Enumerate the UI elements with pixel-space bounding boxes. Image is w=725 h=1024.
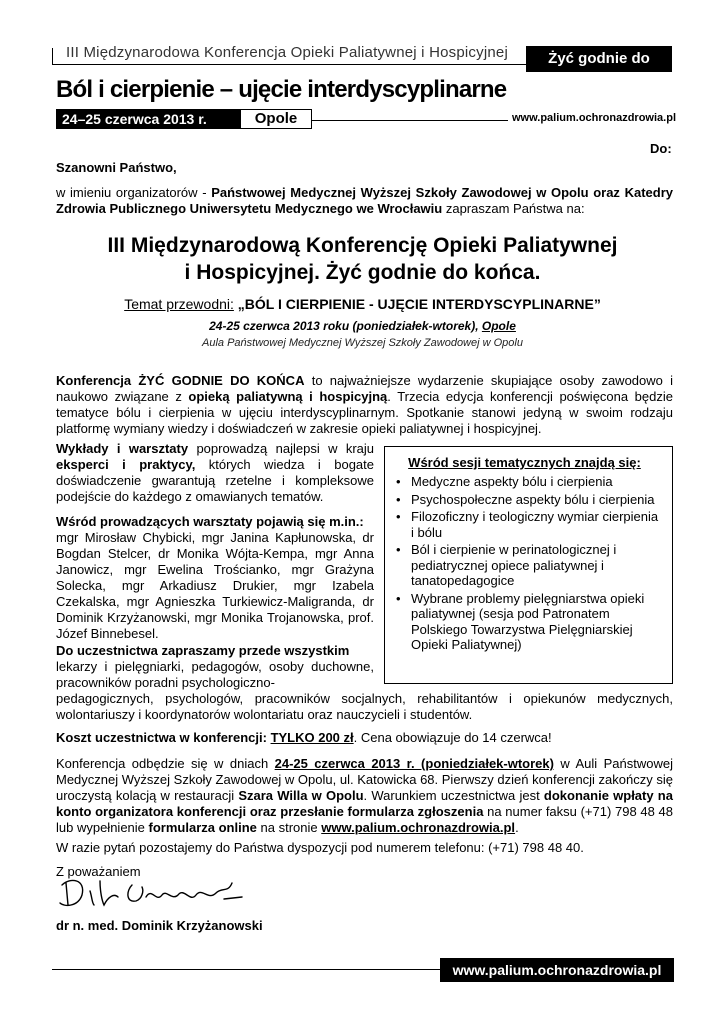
cost-suffix: . Cena obowiązuje do 14 czerwca! bbox=[353, 730, 552, 745]
brand-tag: Żyć godnie do końca bbox=[526, 46, 672, 72]
venue-line: Aula Państwowej Medycznej Wyższej Szkoły Zawodowej w Opolu bbox=[202, 337, 523, 349]
paragraph-instructors bbox=[56, 514, 374, 642]
sessions-box-title: Wśród sesji tematycznych znajdą się: bbox=[408, 455, 641, 470]
salutation: Szanowni Państwo, bbox=[56, 160, 177, 175]
header-left-tick bbox=[52, 48, 53, 65]
paragraph-audience-start bbox=[56, 643, 374, 691]
para5-b: w Auli Państwowej Medycznej Wyższej Szkoły Zawodowej w Opolu, ul. Katowicka 68. Pierwszy dzień konferencji zakończy się uroczystą kolacją w restauracji bbox=[56, 756, 673, 803]
signature-image bbox=[56, 873, 246, 913]
para1-a: to najważniejsze wydarzenie skupiające osoby zawodowo i naukowo związane z bbox=[56, 373, 673, 404]
theme-line bbox=[40, 296, 685, 312]
session-item: • Ból i cierpienie w perinatologicznej i pediatrycznej opiece paliatywnej i tanatopedagogice bbox=[387, 542, 662, 589]
para5-online: formularza online bbox=[148, 820, 257, 835]
para5-url[interactable]: www.palium.ochronazdrowia.pl bbox=[321, 820, 516, 835]
conference-title-line1: III Międzynarodową Konferencję Opieki Paliatywnej bbox=[107, 234, 618, 257]
paragraph-contact: W razie pytań pozostajemy do Państwa dyspozycji pod numerem telefonu: (+71) 798 48 40. bbox=[56, 840, 584, 855]
para5-a: Konferencja odbędzie się w dniach bbox=[56, 756, 269, 771]
header-top-rule bbox=[52, 64, 526, 65]
session-item: • Medyczne aspekty bólu i cierpienia bbox=[387, 474, 662, 490]
para5-restaurant: Szara Willa w Opolu bbox=[238, 788, 364, 803]
cost-label: Koszt uczestnictwa w konferencji: bbox=[56, 730, 267, 745]
footer-website[interactable]: www.palium.ochronazdrowia.pl bbox=[440, 958, 674, 982]
paragraph-details bbox=[56, 756, 673, 836]
theme-label: Temat przewodni: bbox=[124, 296, 234, 312]
session-item: • Filozoficzny i teologiczny wymiar cierpienia i bólu bbox=[387, 509, 662, 540]
intro-org: Państwowej Medycznej Wyższej Szkoły Zawodowej w Opolu oraz Katedry Zdrowia Publicznego Uniwersytetu Medycznego we Wrocławiu bbox=[56, 185, 673, 216]
main-title: Ból i cierpienie – ujęcie interdyscyplinarne bbox=[56, 76, 507, 103]
para1-bold2: opieką paliatywną i hospicyjną bbox=[188, 389, 388, 404]
para2-bold2: eksperci i praktycy, bbox=[56, 457, 196, 472]
paragraph-workshops bbox=[56, 441, 374, 505]
para5-c: . Warunkiem uczestnictwa jest bbox=[363, 788, 540, 803]
theme-value: „BÓL I CIERPIENIE - UJĘCIE INTERDYSCYPLINARNE” bbox=[237, 296, 601, 312]
date-tag: 24–25 czerwca 2013 r. bbox=[56, 109, 240, 129]
para2-a: poprowadzą najlepsi w kraju bbox=[196, 441, 375, 456]
para1-bold: Konferencja ŻYĆ GODNIE DO KOŃCA bbox=[56, 373, 305, 388]
para2-b: których wiedza i bogate doświadczenie gwarantują rzetelne i kompleksowe podejście do każdego z omawianych tematów. bbox=[56, 457, 374, 504]
para5-d: na numer faksu (+71) 798 48 48 lub wypełnienie bbox=[56, 804, 673, 835]
date-text: 24-25 czerwca 2013 roku (poniedziałek-wtorek), bbox=[209, 319, 479, 333]
conference-title bbox=[40, 232, 685, 286]
header-website[interactable]: www.palium.ochronazdrowia.pl bbox=[512, 112, 676, 124]
session-item: • Psychospołeczne aspekty bólu i cierpienia bbox=[387, 492, 662, 508]
sessions-box bbox=[384, 446, 673, 684]
cost-value: TYLKO 200 zł bbox=[270, 730, 354, 745]
para5-end: . bbox=[515, 820, 519, 835]
para3-bold: Wśród prowadzących warsztaty pojawią się m.in.: bbox=[56, 514, 364, 529]
city-tag: Opole bbox=[240, 109, 312, 129]
paragraph-intro-conference bbox=[56, 373, 673, 437]
footer-rule bbox=[52, 969, 440, 970]
sessions-list bbox=[387, 474, 662, 653]
to-label: Do: bbox=[650, 141, 672, 156]
intro-paragraph bbox=[56, 185, 673, 217]
session-item: • Wybrane problemy pielęgniarstwa opieki paliatywnej (sesja pod Patronatem Polskiego Towarzystwa Pielęgniarskiej Opieki Paliatywnej) bbox=[387, 591, 662, 653]
conference-title-line2: i Hospicyjnej. Żyć godnie do końca. bbox=[184, 261, 541, 284]
para5-date: 24-25 czerwca 2013 r. (poniedziałek-wtorek) bbox=[274, 756, 554, 771]
cost-line bbox=[56, 730, 673, 746]
intro-suffix: zapraszam Państwa na: bbox=[445, 201, 585, 216]
para5-bold: dokonanie wpłaty na konto organizatora konferencji oraz przesłanie formularza zgłoszenia bbox=[56, 788, 673, 819]
para1-b: . Trzecia edycja konferencji poświęcona będzie tematyce bólu i cierpienia w ujęciu interdyscyplinarnym. Spotkanie stanowi jedyną w swoim rodzaju platformę wymiany wiedzy i doświadczeń w zakresie opieki paliatywnej i hospicyjnej. bbox=[56, 389, 673, 436]
para3-names: mgr Mirosław Chybicki, mgr Janina Kapłunowska, dr Bogdan Stelcer, dr Monika Wójta-Kempa, mgr Anna Janowicz, mgr Ewelina Trościanko, mgr Grażyna Solecka, mgr Arkadiusz Drukier, mgr Izabela Czekalska, mgr Agnieszka Turkiewicz-Maligranda, dr Dominik Krzyżanowski, mgr Monika Trojanowska, prof. Józef Binnebesel. bbox=[56, 530, 374, 641]
para4-a: lekarzy i pielęgniarki, pedagogów, osoby duchowne, pracowników poradni psychologiczno- bbox=[56, 659, 374, 690]
paragraph-audience-rest: pedagogicznych, psychologów, pracowników socjalnych, rehabilitantów i opiekunów medycznych, wolontariuszy i koordynatorów wolontariatu oraz nauczycieli i studentów. bbox=[56, 691, 673, 722]
closing: Z poważaniem bbox=[56, 864, 141, 879]
header-series-title: III Międzynarodowa Konferencja Opieki Paliatywnej i Hospicyjnej bbox=[66, 44, 508, 61]
header-bottom-rule bbox=[312, 120, 508, 121]
date-line bbox=[40, 319, 685, 333]
intro-prefix: w imieniu organizatorów - bbox=[56, 185, 207, 200]
para2-bold1: Wykłady i warsztaty bbox=[56, 441, 189, 456]
para4-bold: Do uczestnictwa zapraszamy przede wszystkim bbox=[56, 643, 350, 658]
signature-name: dr n. med. Dominik Krzyżanowski bbox=[56, 918, 263, 933]
date-city: Opole bbox=[481, 319, 516, 333]
para5-e: na stronie bbox=[260, 820, 318, 835]
